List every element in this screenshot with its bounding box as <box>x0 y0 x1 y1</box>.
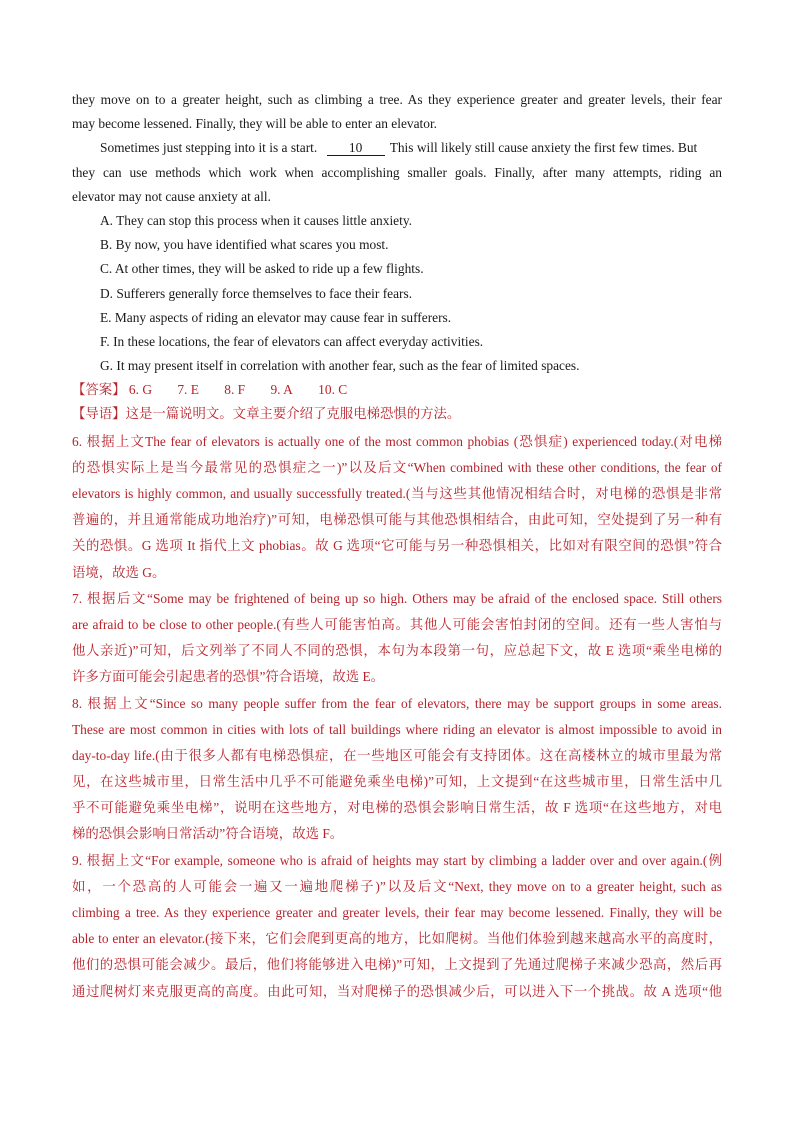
explanation-line: 许多方面可能会引起患者的恐惧”符合语境，故选 E。 <box>72 669 385 685</box>
answer-item: 7. E <box>177 382 199 398</box>
option-item: A. They can stop this process when it causes little anxiety. <box>100 212 413 228</box>
passage-text: Sometimes just stepping into it is a start. <box>100 140 318 156</box>
passage-line <box>72 136 722 160</box>
explanation-line: 他们的恐惧可能会减少。最后，他们将能够进入电梯)”可知，上文提到了先通过爬梯子来减少恐高，然后再 <box>72 957 722 973</box>
explanation-line: These are most common in cities with lots of tall buildings where riding an elevator is almost impossible to avoid in <box>72 721 722 737</box>
explanation-line: 9. 根据上文“For example, someone who is afraid of heights may start by climbing a ladder over and over again.(例 <box>72 852 722 868</box>
explanation-line: day-to-day life.(由于很多人都有电梯恐惧症，在一些地区可能会有支持团体。这在高楼林立的城市里最为常 <box>72 747 722 763</box>
explanation-line: 如，一个恐高的人可能会一遍又一遍地爬梯子)”以及后文“Next, they move on to a greater height, such as <box>72 878 722 894</box>
explanation-block <box>72 429 722 1005</box>
passage-line: may become lessened. Finally, they will be able to enter an elevator. <box>72 116 438 132</box>
explanation-line: 他人亲近)”可知，后文列举了不同人不同的恐惧，本句为本段第一句，应总起下文，故 E 选项“乘坐电梯的 <box>72 643 722 659</box>
answer-item: 8. F <box>224 382 246 398</box>
explanation-line: able to enter an elevator.(接下来，它们会爬到更高的地方，比如爬树。当他们体验到越来越高水平的高度时， <box>72 931 722 947</box>
explanation-line: 梯的恐惧会影响日常活动”符合语境，故选 F。 <box>72 826 344 842</box>
option-item: E. Many aspects of riding an elevator may cause fear in sufferers. <box>100 309 452 325</box>
explanation-line: are afraid to be close to other people.(有些人可能害怕高。其他人可能会害怕封闭的空间。还有一些人害怕与 <box>72 616 722 632</box>
document-page <box>72 88 722 1005</box>
guide-label: 【导语】 <box>72 406 126 422</box>
answer-blank: 10 <box>327 141 385 156</box>
option-item: D. Sufferers generally force themselves to face their fears. <box>100 285 413 301</box>
answer-label: 【答案】 <box>72 382 126 398</box>
option-item: F. In these locations, the fear of elevators can affect everyday activities. <box>100 333 484 349</box>
answer-item: 9. A <box>270 382 293 398</box>
explanation-line: 乎不可能避免乘坐电梯”，说明在这些地方，对电梯的恐惧会影响日常生活，故 F 选项“在这些地方，对电 <box>72 800 722 816</box>
explanation-line: 8. 根据上文“Since so many people suffer from the fear of elevators, there may be support groups in some areas. <box>72 695 722 711</box>
explanation-line: elevators is highly common, and usually successfully treated.(当与这些其他情况相结合时，对电梯的恐惧是非常 <box>72 486 722 501</box>
passage-line: they can use methods which work when accomplishing smaller goals. Finally, after many attempts, riding an <box>72 164 722 180</box>
explanation-line: 见，在这些城市里，日常生活中几乎不可能避免乘坐电梯)”可知，上文提到“在这些城市里，日常生活中几 <box>72 774 722 790</box>
guide-text: 这是一篇说明文。文章主要介绍了克服电梯恐惧的方法。 <box>125 406 461 422</box>
explanation-line: climbing a tree. As they experience greater and greater levels, their fear may become lessened. Finally, they will be <box>72 905 722 920</box>
guide-line <box>72 402 722 426</box>
explanation-line: 关的恐惧。G 选项 It 指代上文 phobias。故 G 选项“它可能与另一种恐惧相关，比如对有限空间的恐惧”符合 <box>72 538 722 554</box>
explanation-line: 6. 根据上文The fear of elevators is actually one of the most common phobias (恐惧症) experienced today.(对电梯 <box>72 433 722 449</box>
passage-line: elevator may not cause anxiety at all. <box>72 188 271 204</box>
passage-text: This will likely still cause anxiety the first few times. But <box>389 140 698 156</box>
explanation-line: 7. 根据后文“Some may be frightened of being up so high. Others may be afraid of the enclosed space. Still others <box>72 590 722 606</box>
answer-line <box>72 378 722 402</box>
explanation-line: 普遍的，并且通常能成功地治疗)”可知，电梯恐惧可能与其他恐惧相结合，由此可知，空处提到了另一种有 <box>72 512 722 528</box>
options-list <box>72 209 722 378</box>
option-item: G. It may present itself in correlation with another fear, such as the fear of limited spaces. <box>100 358 580 374</box>
answer-item: 10. C <box>318 382 348 398</box>
passage-line: they move on to a greater height, such as climbing a tree. As they experience greater and greater levels, their fear <box>72 92 722 107</box>
option-item: C. At other times, they will be asked to ride up a few flights. <box>100 261 424 277</box>
option-item: B. By now, you have identified what scares you most. <box>100 237 389 253</box>
explanation-line: 通过爬树灯来克服更高的高度。由此可知，当对爬梯子的恐惧减少后，可以进入下一个挑战。故 A 选项“他 <box>72 983 722 999</box>
explanation-line: 的恐惧实际上是当今最常见的恐惧症之一)”以及后文“When combined with these other conditions, the fear of <box>72 459 722 475</box>
answer-item: 6. G <box>128 382 152 398</box>
explanation-line: 语境，故选 G。 <box>72 564 166 580</box>
